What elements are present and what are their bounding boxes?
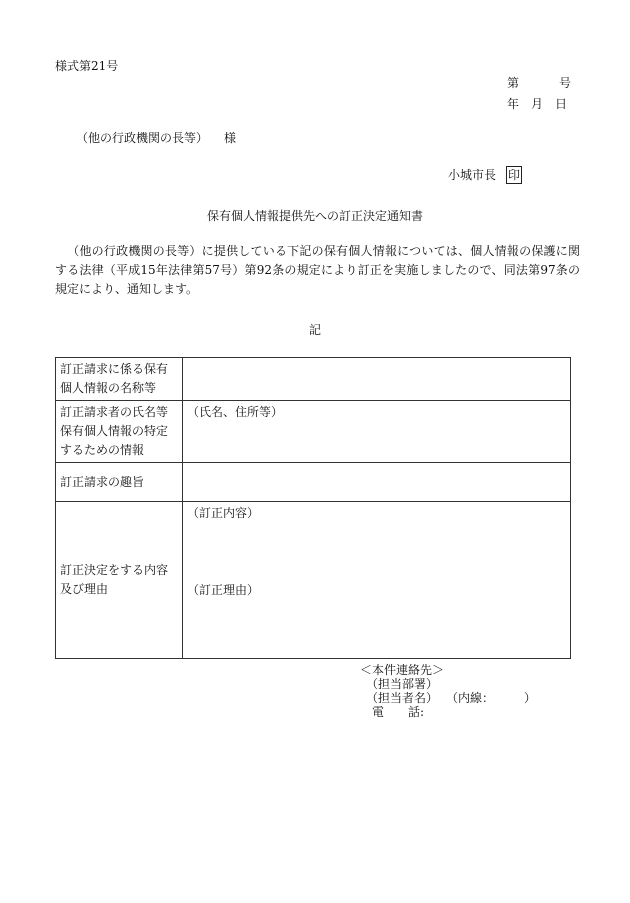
contact-dept: （担当部署） [366,677,439,691]
row4-content: （訂正内容） [187,506,260,520]
contact-phone: 電 話: [372,705,425,719]
contact-block [360,663,536,719]
document-title: 保有個人情報提供先への訂正決定通知書 [206,209,423,223]
row4-value [183,502,571,659]
date-month: 月 [531,97,544,111]
table-row [56,502,571,659]
doc-number-prefix: 第 [507,76,520,90]
row4-reason: （訂正理由） [187,583,260,597]
table-row [56,463,571,502]
seal-mark: 印 [508,168,521,182]
row1-value [183,358,571,401]
table-row [56,358,571,401]
row2-label: 訂正請求者の氏名等保有個人情報の特定するための情報 [56,401,183,463]
row2-value: （氏名、住所等） [183,401,571,463]
document-number [507,74,571,91]
contact-person: （担当者名） [366,691,439,705]
form-number: 様式第21号 [55,59,119,73]
doc-number-suffix: 号 [559,76,572,90]
sender [448,166,522,184]
row4-label: 訂正決定をする内容及び理由 [56,502,183,659]
date-year: 年 [507,97,520,111]
row3-value [183,463,571,502]
body-text: （他の行政機関の長等）に提供している下記の保有個人情報については、個人情報の保護に関する法律（平成15年法律第57号）第92条の規定により訂正を実施しましたので、同法第97条の規定により、通知します。 [55,244,580,296]
addressee-honorific: 様 [224,131,237,145]
contact-extension: （内線： ） [446,691,537,705]
table-row [56,401,571,463]
body-paragraph [55,242,580,299]
row1-label: 訂正請求に係る保有個人情報の名称等 [56,358,183,401]
row3-label: 訂正請求の趣旨 [56,463,183,502]
ki-heading: 記 [308,323,321,337]
sender-name: 小城市長 [448,168,497,182]
contact-person-line [360,691,536,705]
contact-heading: ＜本件連絡先＞ [360,663,445,677]
info-table [55,357,571,659]
addressee-name: （他の行政機関の長等） [76,131,209,145]
addressee [76,129,236,146]
issue-date [507,95,567,112]
date-day: 日 [555,97,568,111]
